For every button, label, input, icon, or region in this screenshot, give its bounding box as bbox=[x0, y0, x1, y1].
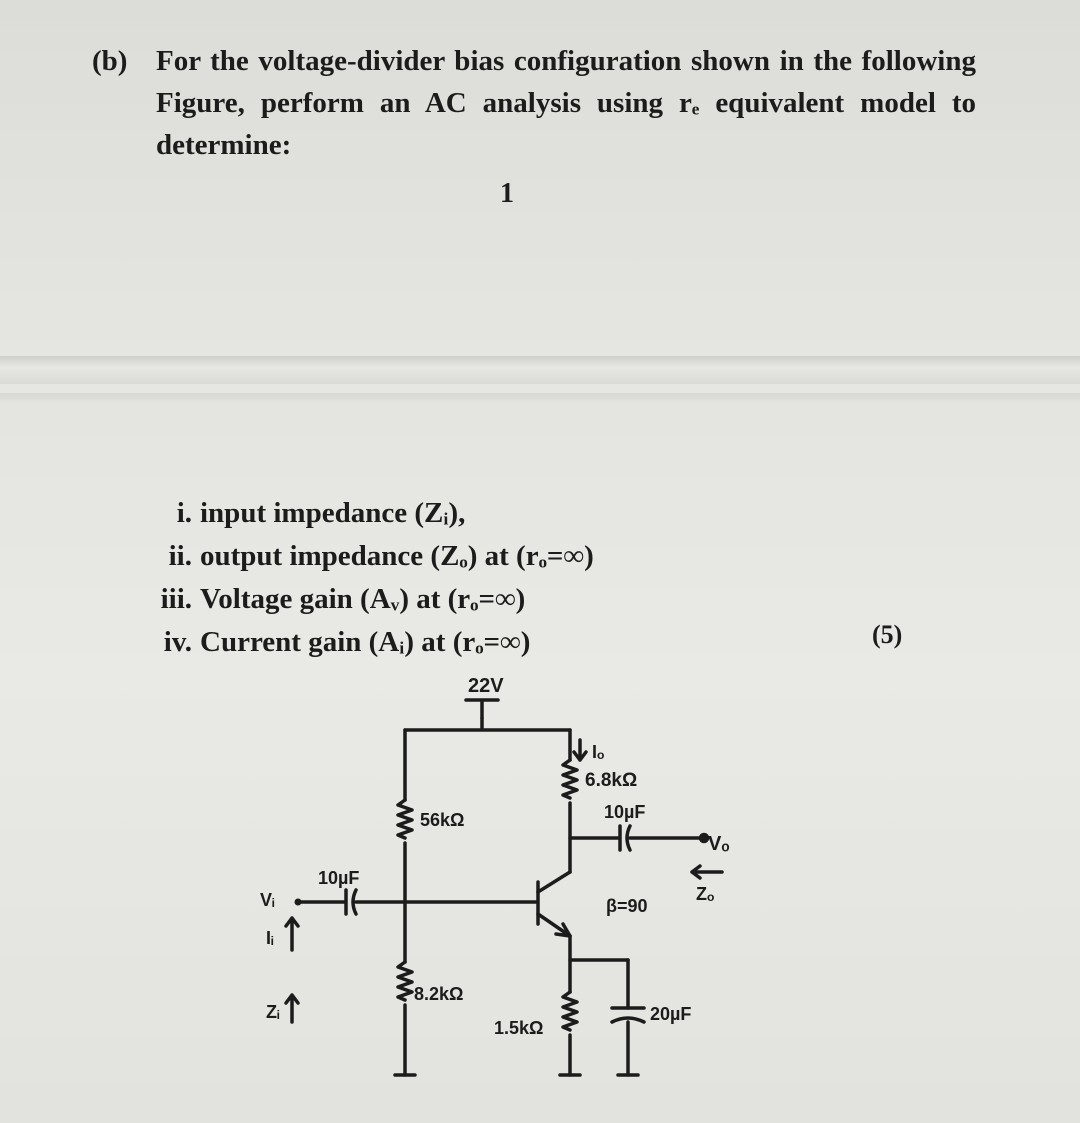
task-text: output impedance (Zₒ) at (rₒ=∞) bbox=[200, 540, 594, 572]
rc-label: 6.8kΩ bbox=[585, 770, 638, 791]
zi-arrow bbox=[286, 995, 298, 1022]
question-text: For the voltage-divider bias configuration shown in the following Figure, perform an AC analysis using rₑ equivalent model to determine: bbox=[156, 45, 976, 161]
rc-resistor bbox=[563, 760, 577, 798]
emitter-wire bbox=[570, 936, 628, 960]
task-text: Voltage gain (Aᵥ) at (rₒ=∞) bbox=[200, 583, 526, 615]
zo-arrow bbox=[692, 866, 722, 878]
vo-label: Vₒ bbox=[708, 833, 730, 855]
r1-label: 56kΩ bbox=[420, 810, 465, 830]
task-number: iii. bbox=[160, 583, 192, 615]
page-number: 1 bbox=[500, 178, 514, 209]
top-rail bbox=[405, 718, 570, 730]
r2-label: 8.2kΩ bbox=[414, 984, 464, 1004]
vi-label: Vᵢ bbox=[260, 890, 275, 910]
r1-resistor bbox=[398, 800, 412, 838]
cout-label: 10µF bbox=[604, 802, 646, 822]
vi-terminal bbox=[295, 899, 302, 906]
ce-capacitor bbox=[612, 1008, 644, 1022]
supply-wire bbox=[466, 700, 498, 718]
io-label: Iₒ bbox=[592, 742, 605, 762]
task-number: ii. bbox=[168, 540, 192, 572]
task-text: input impedance (Zᵢ), bbox=[200, 497, 466, 529]
ii-arrow bbox=[286, 918, 298, 950]
zo-label: Zₒ bbox=[696, 884, 715, 904]
transistor-collector bbox=[538, 872, 570, 892]
re-label: 1.5kΩ bbox=[494, 1018, 544, 1038]
vo-terminal bbox=[701, 835, 708, 842]
marks-label: (5) bbox=[872, 620, 903, 649]
zi-label: Zᵢ bbox=[266, 1002, 280, 1022]
supply-label: 22V bbox=[468, 675, 504, 697]
question-label: (b) bbox=[92, 45, 128, 77]
ii-label: Iᵢ bbox=[266, 928, 274, 948]
cin-label: 10µF bbox=[318, 868, 360, 888]
task-text: Current gain (Aᵢ) at (rₒ=∞) bbox=[200, 626, 531, 658]
beta-label: β=90 bbox=[606, 896, 648, 916]
task-number: iv. bbox=[163, 626, 192, 658]
ce-label: 20µF bbox=[650, 1004, 692, 1024]
task-number: i. bbox=[176, 497, 192, 529]
io-arrow bbox=[574, 740, 586, 760]
re-resistor bbox=[563, 992, 577, 1030]
r2-resistor bbox=[398, 962, 412, 1000]
